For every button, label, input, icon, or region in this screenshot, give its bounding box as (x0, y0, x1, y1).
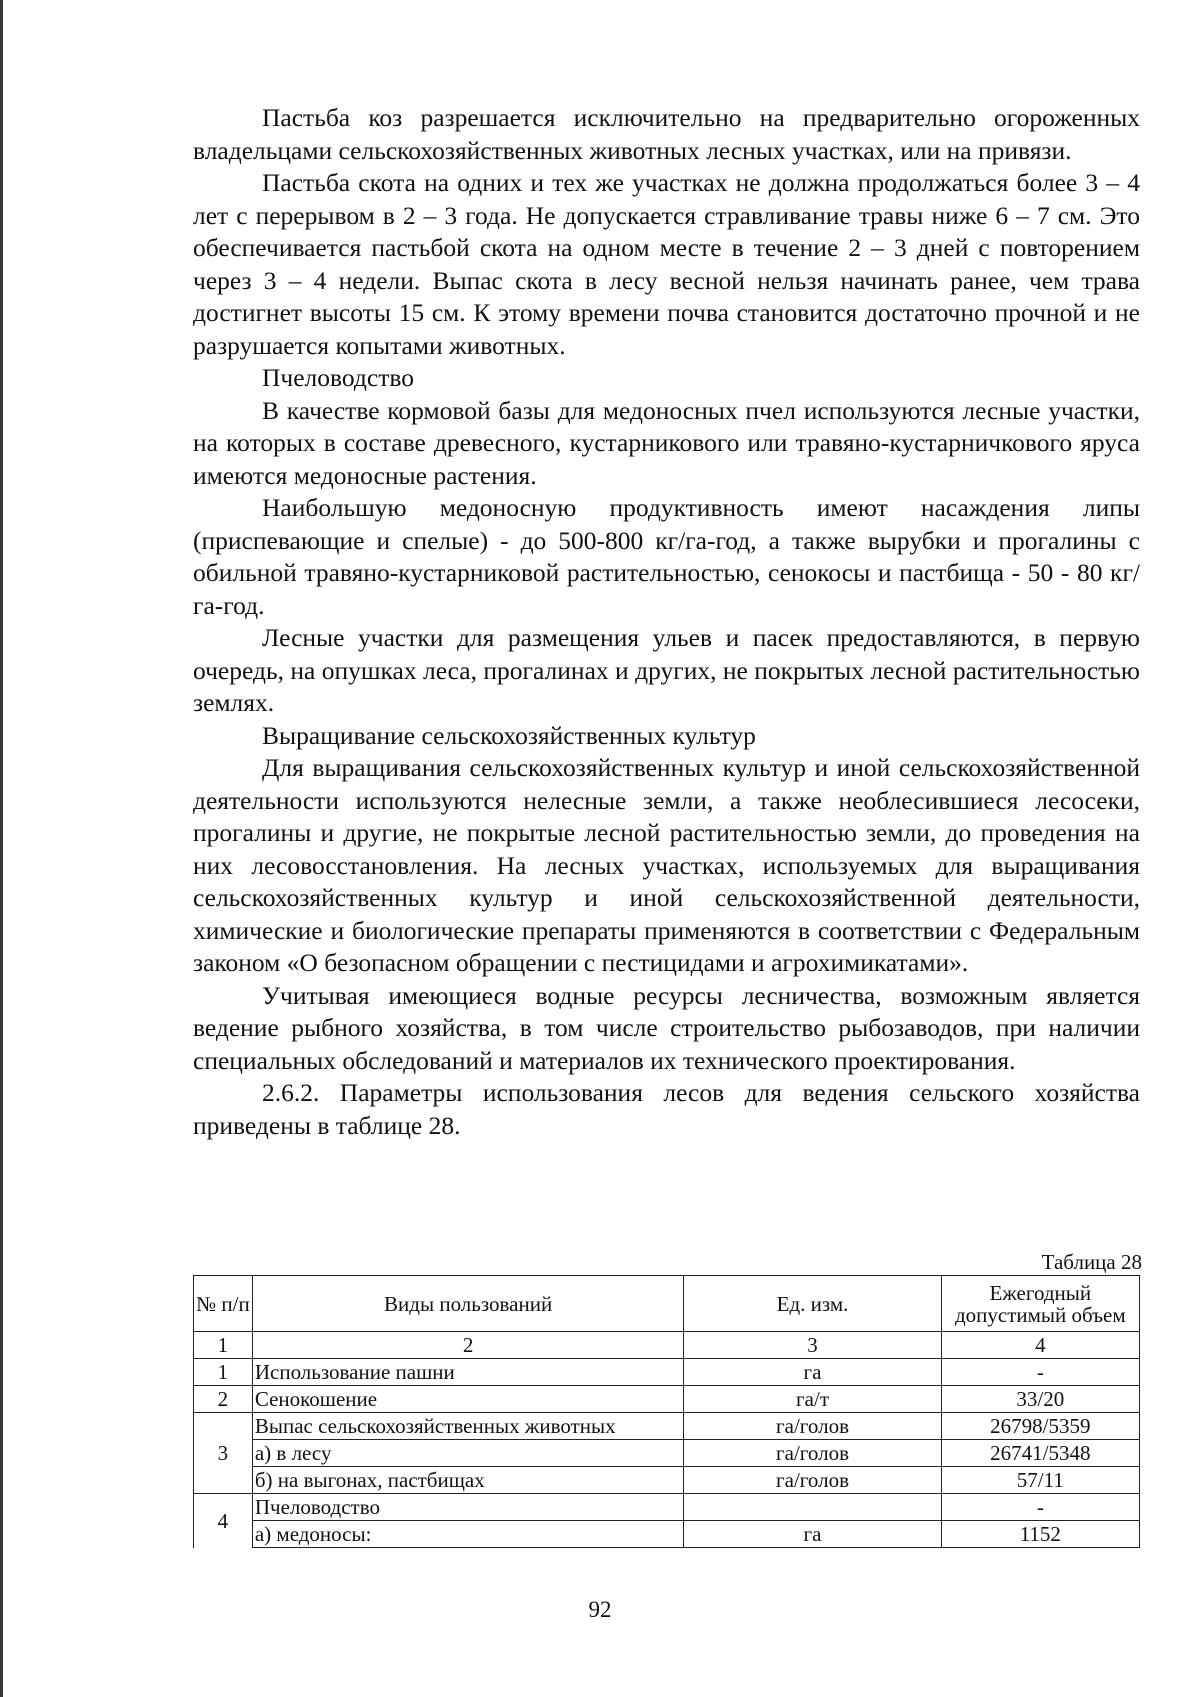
row-volume: - (941, 1494, 1139, 1521)
row-volume: 1152 (941, 1521, 1139, 1548)
paragraph-cattle-grazing: Пастьба скота на одних и тех же участках не должна продолжаться более 3 – 4 лет с перерывом в 2 – 3 года. Не допускается стравливание травы ниже 6 – 7 см. Это обеспечивается пастьбой скота на одном месте в течение 2 – 3 дней с повторением через 3 – 4 недели. Выпас скота в лесу весной нельзя начинать ранее, чем трава достигнет высоты 15 см. К этому времени почва становится достаточно прочной и не разрушается копытами животных. (193, 168, 1140, 360)
header-usage-type: Виды пользований (252, 1276, 684, 1332)
header-unit: Ед. изм. (684, 1276, 941, 1332)
row-usage-type: б) на выгонах, пастбищах (252, 1467, 684, 1494)
row-num: 1 (194, 1359, 253, 1386)
paragraph-hive-placement: Лесные участки для размещения ульев и пасек предоставляются, в первую очередь, на опушках леса, прогалинах и других, не покрытых лесной растительностью землях. (193, 623, 1140, 717)
column-number-row (194, 1332, 1140, 1359)
paragraph-goat-grazing: Пастьба коз разрешается исключительно на предварительно огороженных владельцами сельскохозяйственных животных лесных участках, или на привязи. (193, 103, 1140, 165)
row-unit: га/голов (684, 1440, 941, 1467)
table-row (194, 1467, 1140, 1494)
document-body (193, 102, 1140, 1142)
column-number: 2 (252, 1332, 684, 1359)
table-row (194, 1359, 1140, 1386)
row-usage-type: а) медоносы: (252, 1521, 684, 1548)
table-row (194, 1413, 1140, 1440)
paragraph-honey-productivity: Наибольшую медоносную продуктивность имеют насаждения липы (приспевающие и спелые) - до 500-800 кг/га-год, а также вырубки и прогалины с обильной травяно-кустарниковой растительностью, сенокосы и пастбища - 50 - 80 кг/га-год. (193, 493, 1140, 620)
page-number: 92 (588, 1597, 612, 1622)
header-num: № п/п (194, 1276, 253, 1332)
column-number: 1 (194, 1332, 253, 1359)
row-usage-type: а) в лесу (252, 1440, 684, 1467)
row-unit: га/голов (684, 1467, 941, 1494)
row-volume: - (941, 1359, 1139, 1386)
table-caption: Таблица 28 (1041, 1250, 1142, 1274)
row-usage-type: Сенокошение (252, 1386, 684, 1413)
row-usage-type: Использование пашни (252, 1359, 684, 1386)
row-unit: га (684, 1521, 941, 1548)
row-num: 3 (194, 1413, 253, 1494)
table-header-row (194, 1276, 1140, 1332)
table-row (194, 1386, 1140, 1413)
row-volume: 26798/5359 (941, 1413, 1139, 1440)
row-volume: 26741/5348 (941, 1440, 1139, 1467)
paragraph-table-reference: 2.6.2. Параметры использования лесов для ведения сельского хозяйства приведены в таблице 28. (193, 1078, 1140, 1140)
header-annual-volume: Ежегодный допустимый объем (941, 1276, 1139, 1332)
table-row (194, 1494, 1140, 1521)
scan-left-edge (0, 0, 3, 1697)
section-heading-crop-growing: Выращивание сельскохозяйственных культур (262, 720, 756, 750)
row-unit: га/голов (684, 1413, 941, 1440)
table-row (194, 1440, 1140, 1467)
row-unit: га/т (684, 1386, 941, 1413)
paragraph-fish-farming: Учитывая имеющиеся водные ресурсы лесничества, возможным является ведение рыбного хозяйства, в том числе строительство рыбозаводов, при наличии специальных обследований и материалов их технического проектирования. (193, 980, 1140, 1075)
section-heading-beekeeping: Пчеловодство (262, 363, 414, 392)
row-volume: 57/11 (941, 1467, 1139, 1494)
row-volume: 33/20 (941, 1386, 1139, 1413)
column-number: 4 (941, 1332, 1139, 1359)
row-unit (684, 1494, 941, 1521)
paragraph-forage-base: В качестве кормовой базы для медоносных пчел используются лесные участки, на которых в составе древесного, кустарникового или травяно-кустарничкового яруса имеются медоносные растения. (193, 395, 1140, 490)
table-row (194, 1521, 1140, 1548)
row-num: 4 (194, 1494, 253, 1548)
column-number: 3 (684, 1332, 941, 1359)
paragraph-crop-growing: Для выращивания сельскохозяйственных культур и иной сельскохозяйственной деятельности используются нелесные земли, а также необлесившиеся лесосеки, прогалины и другие, не покрытые лесной растительностью земли, до проведения на них лесовосстановления. На лесных участках, используемых для выращивания сельскохозяйственных культур и иной сельскохозяйственной деятельности, химические и биологические препараты применяются в соответствии с Федеральным законом «О безопасном обращении с пестицидами и агрохимикатами». (193, 753, 1140, 977)
usage-parameters-table (193, 1275, 1140, 1548)
row-usage-type: Выпас сельскохозяйственных животных (252, 1413, 684, 1440)
row-num: 2 (194, 1386, 253, 1413)
row-unit: га (684, 1359, 941, 1386)
row-usage-type: Пчеловодство (252, 1494, 684, 1521)
